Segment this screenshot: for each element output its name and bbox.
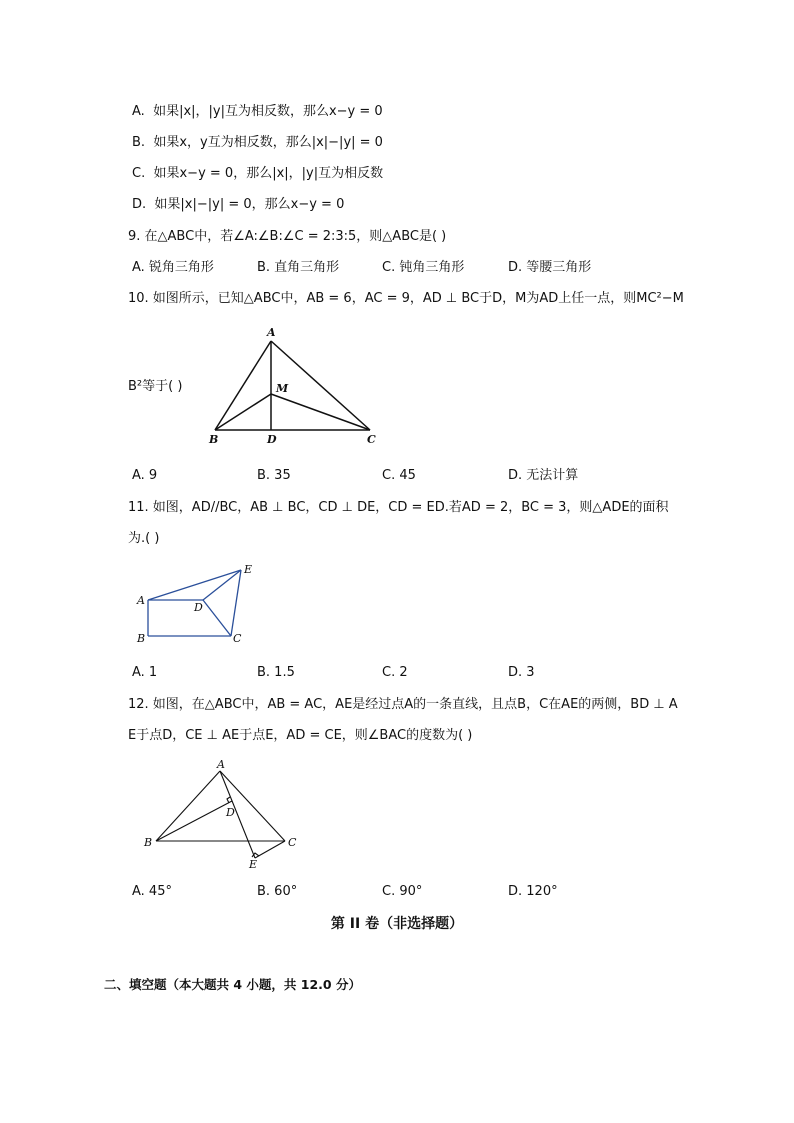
q11-label-e: E [244, 563, 253, 576]
q11-label-c: C [233, 632, 242, 645]
q12-segment-ce [255, 841, 285, 858]
q11-segment-dc [203, 600, 231, 636]
q9-option-d: D. 等腰三角形 [508, 260, 592, 275]
q12-label-c: C [288, 836, 297, 849]
q11-segment-de [203, 570, 241, 600]
q10-figure [205, 325, 390, 450]
q12-option-b: B. 60° [257, 884, 298, 899]
q10-stem-cont: B²等于( ) [128, 379, 183, 394]
q10-label-d: D [267, 433, 277, 446]
q11-label-b: B [137, 632, 146, 645]
q11-segment-ae [148, 570, 241, 600]
q12-option-d: D. 120° [508, 884, 558, 899]
q10-label-c: C [367, 433, 376, 446]
q10-label-a: A [267, 326, 276, 339]
q11-segment-ec [231, 570, 241, 636]
q9-stem: 9. 在△ABC中，若∠A:∠B:∠C = 2:3:5，则△ABC是( ) [128, 229, 447, 244]
q12-segment-bd [156, 801, 232, 841]
q8-option-d: D. 如果|x|−|y| = 0，那么x−y = 0 [132, 197, 345, 212]
q10-option-a: A. 9 [132, 468, 158, 483]
q9-option-b: B. 直角三角形 [257, 260, 340, 275]
q11-figure [133, 562, 263, 647]
q12-stem: 12. 如图，在△ABC中，AB = AC，AE是经过点A的一条直线，且点B，C在AE的两侧，BD ⊥ A [128, 697, 678, 712]
q11-label-a: A [137, 594, 145, 607]
q10-option-c: C. 45 [382, 468, 416, 483]
q8-option-b: B. 如果x，y互为相反数，那么|x|−|y| = 0 [132, 135, 383, 150]
q8-option-a: A. 如果|x|，|y|互为相反数，那么x−y = 0 [132, 104, 383, 119]
q12-figure [140, 758, 310, 873]
q12-option-a: A. 45° [132, 884, 172, 899]
q10-stem: 10. 如图所示，已知△ABC中，AB = 6，AC = 9，AD ⊥ BC于D，M为AD上任一点，则MC²−M [128, 291, 684, 306]
q11-option-d: D. 3 [508, 665, 535, 680]
q12-label-b: B [144, 836, 153, 849]
q10-label-m: M [276, 382, 289, 395]
q12-option-c: C. 90° [382, 884, 423, 899]
q11-stem: 11. 如图，AD//BC，AB ⊥ BC，CD ⊥ DE，CD = ED.若AD = 2，BC = 3，则△ADE的面积 [128, 500, 669, 515]
q10-option-d: D. 无法计算 [508, 468, 579, 483]
q12-label-e: E [249, 858, 258, 871]
q10-label-b: B [209, 433, 219, 446]
q10-option-b: B. 35 [257, 468, 291, 483]
q10-segment-ab [215, 341, 271, 430]
q12-segment-ab [156, 771, 220, 841]
section2-title: 二、填空题（本大题共 4 小题，共 12.0 分） [104, 977, 361, 992]
part2-title: 第 II 卷（非选择题） [330, 916, 464, 932]
q11-label-d: D [194, 601, 203, 614]
q8-option-c: C. 如果x−y = 0，那么|x|，|y|互为相反数 [132, 166, 384, 181]
q11-option-b: B. 1.5 [257, 665, 295, 680]
q11-option-c: C. 2 [382, 665, 408, 680]
q9-option-c: C. 钝角三角形 [382, 260, 465, 275]
q12-label-a: A [217, 758, 225, 771]
q11-stem-cont: 为.( ) [128, 531, 160, 546]
q12-stem-cont: E于点D，CE ⊥ AE于点E，AD = CE，则∠BAC的度数为( ) [128, 728, 473, 743]
q12-label-d: D [226, 806, 235, 819]
q9-option-a: A. 锐角三角形 [132, 260, 214, 275]
q10-segment-mc [271, 394, 370, 430]
q11-option-a: A. 1 [132, 665, 158, 680]
q10-segment-mb [215, 394, 271, 430]
